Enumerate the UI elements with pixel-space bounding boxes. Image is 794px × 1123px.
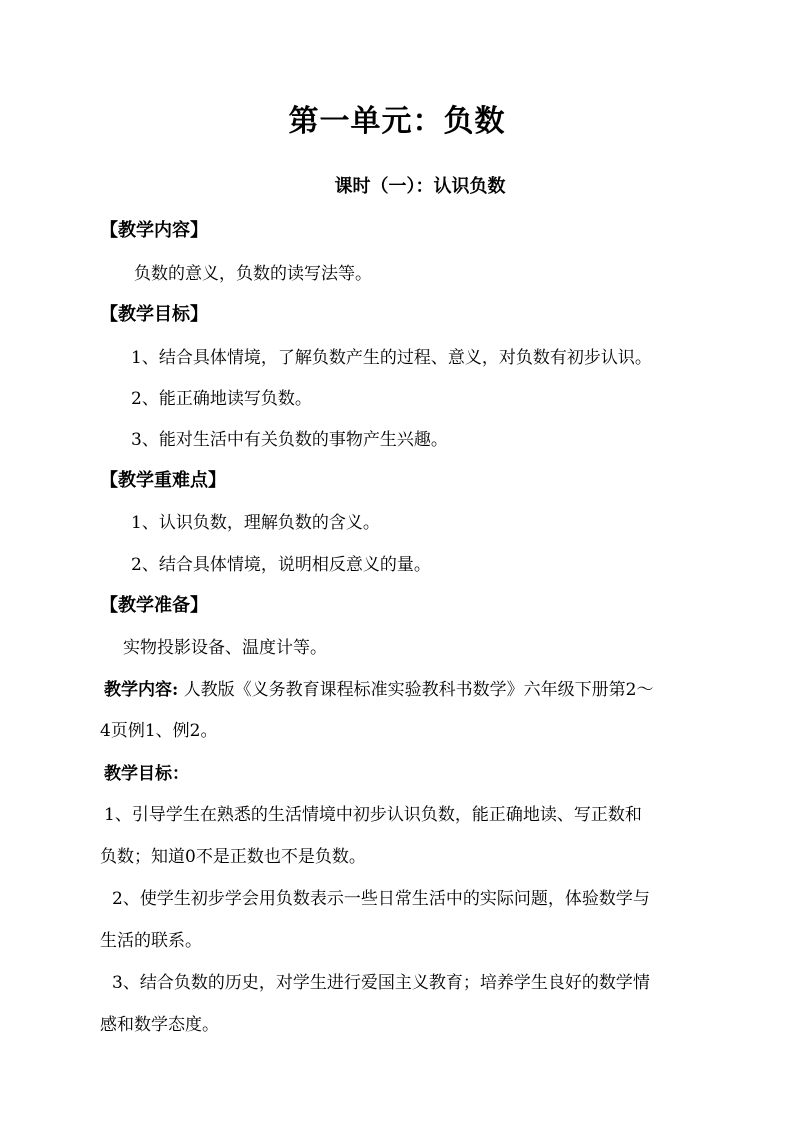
prep-heading: 【教学准备】: [100, 595, 208, 616]
content-heading: 【教学内容】: [100, 220, 208, 241]
goal-item-1: 1、结合具体情境，了解负数产生的过程、意义，对负数有初步认识。: [131, 348, 652, 368]
goal-item-3: 3、能对生活中有关负数的事物产生兴趣。: [131, 430, 448, 450]
goal-detail-1-line-2: 负数；知道0不是正数也不是负数。: [100, 847, 366, 867]
content-detail-line-2: 4页例1、例2。: [100, 721, 218, 741]
goal-item-2: 2、能正确地读写负数。: [131, 389, 312, 409]
goal-detail-2-line-2: 生活的联系。: [100, 931, 202, 951]
content-detail-line-1: [104, 675, 654, 700]
lesson-subtitle: 课时（一）：认识负数: [334, 176, 506, 197]
key-points-heading: 【教学重难点】: [100, 470, 226, 491]
goals-heading: 【教学目标】: [100, 304, 208, 325]
goals-detail-label: 教学目标：: [104, 764, 189, 784]
goal-detail-3-line-2: 感和数学态度。: [100, 1015, 219, 1035]
page-title: 第一单元：负数: [288, 104, 506, 139]
content-detail-label: 教学内容:: [104, 680, 179, 700]
key-point-1: 1、认识负数，理解负数的含义。: [131, 513, 380, 533]
key-point-2: 2、结合具体情境，说明相反意义的量。: [131, 555, 431, 575]
prep-text: 实物投影设备、温度计等。: [123, 638, 327, 658]
goal-detail-2-line-1: 2、使学生初步学会用负数表示一些日常生活中的实际问题，体验数学与: [112, 889, 650, 909]
goal-detail-1-line-1: 1、引导学生在熟悉的生活情境中初步认识负数，能正确地读、写正数和: [104, 805, 642, 825]
content-text: 负数的意义，负数的读写法等。: [134, 264, 372, 284]
goal-detail-3-line-1: 3、结合负数的历史，对学生进行爱国主义教育；培养学生良好的数学情: [112, 973, 650, 993]
content-detail-text: 人教版《义务教育课程标准实验教科书数学》六年级下册第2～: [183, 680, 654, 700]
